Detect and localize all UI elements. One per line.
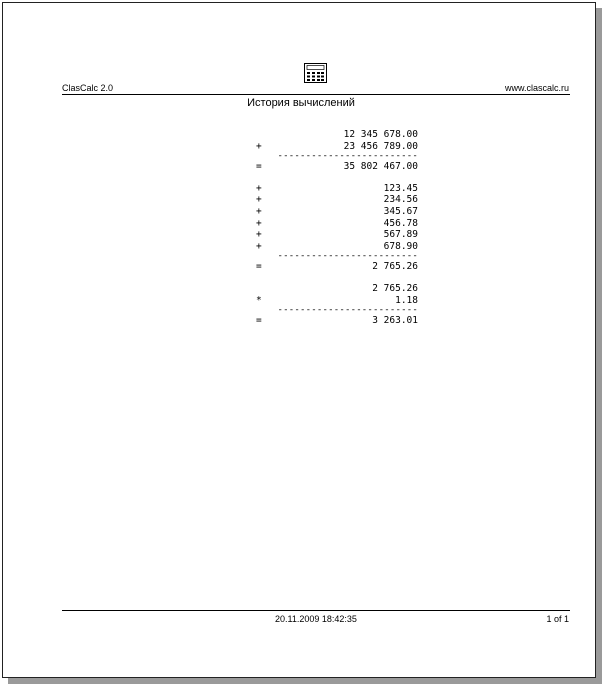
- calc-row: [256, 183, 418, 195]
- result: 2 765.26: [372, 261, 418, 273]
- calc-row: [256, 283, 418, 295]
- result-row: [256, 261, 418, 273]
- operand: 456.78: [383, 217, 418, 229]
- calc-row: [256, 194, 418, 206]
- calculation-block: [256, 183, 418, 273]
- page-title: История вычислений: [247, 97, 355, 109]
- operator: =: [256, 161, 262, 173]
- operator: +: [256, 217, 262, 229]
- operand: 12 345 678.00: [343, 129, 418, 140]
- operator: *: [256, 294, 262, 306]
- printed-page: [2, 2, 596, 678]
- separator-row: [256, 152, 418, 161]
- separator: -------------------------: [277, 251, 418, 262]
- operator: +: [256, 182, 262, 194]
- separator-row: [256, 306, 418, 315]
- separator: -------------------------: [277, 151, 418, 162]
- operator: =: [256, 315, 262, 327]
- operator: +: [256, 194, 262, 206]
- separator: -------------------------: [277, 305, 418, 316]
- app-name: ClasCalc 2.0: [62, 83, 114, 93]
- operand: 1.18: [395, 294, 418, 306]
- separator-row: [256, 252, 418, 261]
- result: 3 263.01: [372, 315, 418, 327]
- calculation-history: [256, 129, 418, 327]
- result-row: [256, 315, 418, 327]
- operand: 345.67: [383, 205, 418, 217]
- calc-row: [256, 218, 418, 230]
- site-url: www.clascalc.ru: [504, 83, 569, 93]
- calculation-block: [256, 129, 418, 173]
- calculation-block: [256, 283, 418, 327]
- operator: +: [256, 240, 262, 252]
- footer-divider: [62, 610, 570, 611]
- operand: 123.45: [383, 182, 418, 194]
- operator: =: [256, 261, 262, 273]
- operand: 678.90: [383, 240, 418, 252]
- calc-row: [256, 129, 418, 141]
- calc-row: [256, 206, 418, 218]
- operand: 2 765.26: [372, 282, 418, 294]
- result: 35 802 467.00: [343, 161, 418, 173]
- calculator-icon: [304, 63, 327, 83]
- page-number: 1 of 1: [546, 614, 569, 624]
- result-row: [256, 161, 418, 173]
- operator: +: [256, 205, 262, 217]
- operand: 23 456 789.00: [343, 140, 418, 152]
- calc-row: [256, 229, 418, 241]
- operator: +: [256, 140, 262, 152]
- print-timestamp: 20.11.2009 18:42:35: [275, 614, 357, 624]
- operator: +: [256, 229, 262, 241]
- header-divider: [62, 94, 570, 95]
- operand: 567.89: [383, 229, 418, 241]
- operand: 234.56: [383, 194, 418, 206]
